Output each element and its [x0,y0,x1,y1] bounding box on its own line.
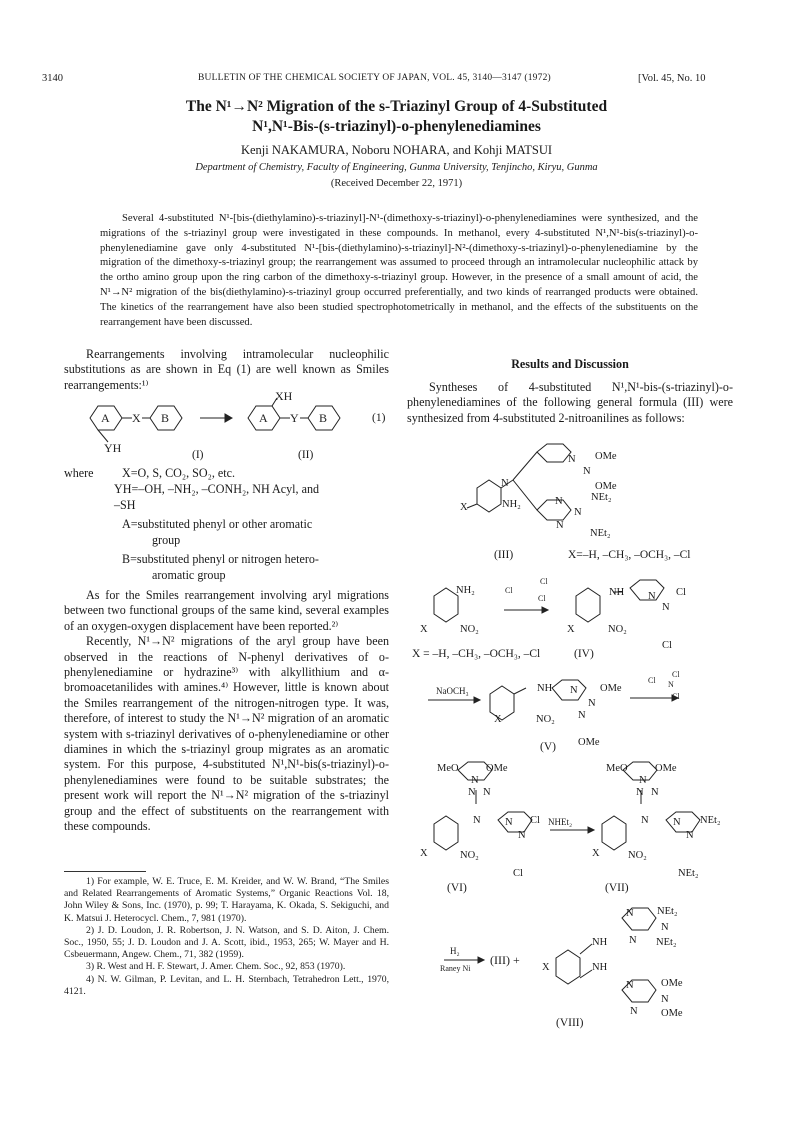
atom-n: N [568,454,576,465]
atom-cl: Cl [540,577,548,586]
svg-text:XH: XH [275,392,293,403]
atom-cl: Cl [672,670,680,679]
atom-x: X [494,714,502,725]
atom-ome: OMe [661,1008,683,1019]
atom-x: X [592,848,600,859]
svg-text:B: B [319,411,328,425]
section-heading: Results and Discussion [511,357,629,371]
authors: Kenji NAKAMURA, Noboru NOHARA, and Kohji MATSUI [240,143,553,157]
atom-n: N [555,496,563,507]
atom-n: N [668,680,674,689]
svg-text:Y: Y [290,411,299,425]
atom-net2: NEt₂ [590,528,611,539]
atom-n: N [505,817,513,828]
label-compound-III: (III) [494,549,514,561]
atom-net2: NEt₂ [657,906,678,917]
atom-meo: MeO [437,763,459,774]
smiles-scheme-figure [62,392,392,464]
x-definition: X=O, S, CO₂, SO₂, etc. [122,466,236,480]
atom-no2: NO₂ [608,624,627,635]
intro-paragraph: Rearrangements involving intramolecular nucleophilic substitutions as are shown in Eq (1) are well known as Smiles rearrangements:¹⁾ [64,347,389,392]
atom-cl: Cl [505,586,513,595]
atom-n: N [583,466,591,477]
label-compound-II: (II) [298,449,314,461]
abstract: Several 4-substituted N¹-[bis-(diethylamino)-s-triazinyl]-N¹-(dimethoxy-s-triazinyl)-o-phenylenediamines were synthesized, and the migrations of the s-triazinyl group were investigated in these compounds. In methanol, every 4-substituted N¹,N¹-bis(s-triazinyl)-o-phenylenediamine gave only 4-substituted N¹-[bis-(diethylamino)-s-triazinyl]-N²-(dimethoxy-s-triazinyl)-o-phenylenediamine by the migration of the dimethoxy-s-triazinyl group; the rearrangement was assumed to proceed through an intramolecular nucleophilic attack by the ortho amino group upon the ring carbon of the dimethoxy-s-triazinyl group. However, in the presence of a small amount of acid, the N¹→N² migration of the bis(diethylamino)-s-triazinyl group occurred preferentially, and two kinds of rearranged products were obtained. The kinetics of the rearrangement have also been studied spectrophotometrically in methanol, and the effects of the substituents on the rearrangement have been discussed. [100,213,698,328]
atom-cl: Cl [676,587,686,598]
atom-n: N [473,815,481,826]
footnote-3: 3) R. West and H. F. Stewart, J. Amer. Chem. Soc., 92, 853 (1970). [86,961,346,973]
atom-cl: Cl [662,640,672,651]
atom-ome: OMe [486,763,508,774]
atom-n: N [501,478,509,489]
atom-n: N [578,710,586,721]
atom-n: N [471,775,479,786]
atom-net2: NEt₂ [700,815,721,826]
atom-x: X [542,962,550,973]
reagent-nhet2: NHEt₂ [548,817,573,827]
paragraph-3: Recently, N¹→N² migrations of the aryl group have been observed in the reactions of N-phenyl derivatives of o-phenylenediamine or hydrazine³⁾ with alkyllithium and α-bromoacetanilides with amines.⁴⁾ However, little is known about the Smiles rearrangement of the nitrogen-nitrogen type. It was, therefore, of interest to study the N¹→N² migration of an aromatic system with s-triazinyl derivatives of o-phenylenediamine or other diamines in which the s-triazinyl group migrates as an aromatic system. For this purpose, 4-substituted N¹,N¹-bis(s-triazinyl)-o-phenylenediamines were found to be suitable substrates; the present work will report the N¹→N² migration of the s-triazinyl group and the effect of substituents on the rearrangement with these compounds. [64,634,389,834]
journal-header: BULLETIN OF THE CHEMICAL SOCIETY OF JAPAN, VOL. 45, 3140—3147 (1972) [198,73,551,83]
atom-x: X [420,624,428,635]
atom-nh: NH [537,683,553,694]
svg-text:X: X [132,411,141,425]
atom-n: N [630,1006,638,1017]
atom-nh2: NH₂ [456,585,475,596]
atom-x: X [460,502,468,513]
label-compound-VII: (VII) [605,882,629,894]
footnotes [64,876,389,998]
atom-x: X [567,624,575,635]
received-date: (Received December 22, 1971) [330,178,463,189]
body-paragraphs [64,588,389,835]
label-compound-VIII: (VIII) [556,1017,584,1029]
atom-n: N [483,787,491,798]
atom-n: N [641,815,649,826]
atom-n: N [518,830,526,841]
atom-no2: NO₂ [628,850,647,861]
atom-n: N [662,602,670,613]
atom-n: N [556,520,564,531]
atom-net2: NEt₂ [656,937,677,948]
atom-cl: Cl [538,594,546,603]
atom-net2: NEt₂ [678,868,699,879]
label-compound-VI: (VI) [447,882,467,894]
label-compound-IV: (IV) [574,648,594,660]
svg-text:A: A [101,411,110,425]
atom-n: N [673,817,681,828]
substituents-III: X=–H, –CH₃, –OCH₃, –Cl [568,549,691,561]
results-paragraph: Syntheses of 4-substituted N¹,N¹-bis-(s-triazinyl)-o-phenylenediamines of the following general formula (III) were synthesized from 4-substituted 2-nitroanilines as follows: [407,380,733,425]
atom-n: N [570,685,578,696]
svg-text:A: A [259,411,268,425]
atom-cl: Cl [513,868,523,879]
affiliation: Department of Chemistry, Faculty of Engineering, Gunma University, Tenjincho, Kiryu, Gunma [195,162,598,173]
atom-n: N [686,830,694,841]
atom-cl: Cl [530,815,540,826]
atom-n: N [651,787,659,798]
atom-n: N [639,775,647,786]
atom-n: N [468,787,476,798]
footnote-1: 1) For example, W. E. Truce, E. M. Kreider, and W. W. Brand, “The Smiles and Related Rearrangements of Aromatic Systems,” Organic Reactions Vol. 18, John Wiley & Sons, Inc. (1970), p. 99; T. Harayama, K. Okada, S. Sekiguchi, and K. Matsui J. Heterocycl. Chem., 7, 981 (1970). [64,876,389,924]
reaction-to-V [408,668,738,753]
atom-ome: OMe [655,763,677,774]
reagent-h2: H₂ [450,946,460,956]
label-compound-I: (I) [192,449,204,461]
yh-definition: YH=–OH, –NH₂, –CONH₂, NH Acyl, and [114,482,320,496]
atom-ome: OMe [595,481,617,492]
atom-n: N [626,908,634,919]
atom-ome: OMe [661,978,683,989]
atom-no2: NO₂ [460,850,479,861]
page-number: 3140 [42,73,63,84]
atom-cl: Cl [672,692,680,701]
footnote-2: 2) J. D. Loudon, J. R. Robertson, J. N. Watson, and S. D. Aiton, J. Chem. Soc., 1950, 55; J. D. Loudon and J. A. Scott, ibid., 1953, 265; W. Mayer and H. Csbeuermann, Angew. Chem., 71, 382 (1959). [64,924,389,961]
reaction-to-VIII [408,898,738,1018]
atom-x: X [420,848,428,859]
footnote-4: 4) N. W. Gilman, P. Levitan, and L. H. Sternbach, Tetrahedron Lett., 1970, 4121. [64,973,389,997]
atom-meo: MeO [606,763,628,774]
compound-III-plus: (III) + [490,953,520,967]
atom-ome: OMe [578,737,600,748]
title-line-1: The N¹→N² Migration of the s-Triazinyl Group of 4-Substituted [185,98,608,115]
atom-n: N [636,787,644,798]
a-definition-cont: group [152,533,181,547]
label-compound-V: (V) [540,741,556,753]
reagent-naoch3: NaOCH₃ [436,686,469,696]
title-line-2: N¹,N¹-Bis-(s-triazinyl)-o-phenylenediamines [252,118,541,135]
reagent-raney-ni: Raney Ni [440,964,471,973]
svg-text:YH: YH [104,441,122,455]
b-definition: B=substituted phenyl or nitrogen hetero- [122,552,319,566]
atom-n: N [626,980,634,991]
footnote-rule [64,871,146,872]
atom-ome: OMe [600,683,622,694]
atom-cl: Cl [648,676,656,685]
b-definition-cont: aromatic group [152,568,226,582]
atom-n: N [574,507,582,518]
atom-n: N [629,935,637,946]
svg-text:B: B [161,411,170,425]
atom-nh: NH [592,937,608,948]
where-label: where [64,466,94,480]
atom-nh: NH [592,962,608,973]
equation-number: (1) [372,412,386,424]
a-definition: A=substituted phenyl or other aromatic [122,517,313,531]
paragraph-2: As for the Smiles rearrangement involving aryl migrations between two functional groups of the same kind, several examples of an oxygen-oxygen displacement have been reported.²⁾ [64,588,389,633]
atom-no2: NO₂ [460,624,479,635]
atom-n: N [661,994,669,1005]
atom-nh2: NH₂ [502,499,521,510]
atom-n: N [661,922,669,933]
atom-n: N [648,591,656,602]
atom-n: N [588,698,596,709]
volume-label: [Vol. 45, No. 10 [638,73,706,84]
atom-ome: OMe [595,451,617,462]
atom-net2: NEt₂ [591,492,612,503]
yh-definition-cont: –SH [114,498,136,512]
substituents-IV: X = –H, –CH₃, –OCH₃, –Cl [412,648,541,660]
atom-no2: NO₂ [536,714,555,725]
atom-nh: NH [609,587,625,598]
